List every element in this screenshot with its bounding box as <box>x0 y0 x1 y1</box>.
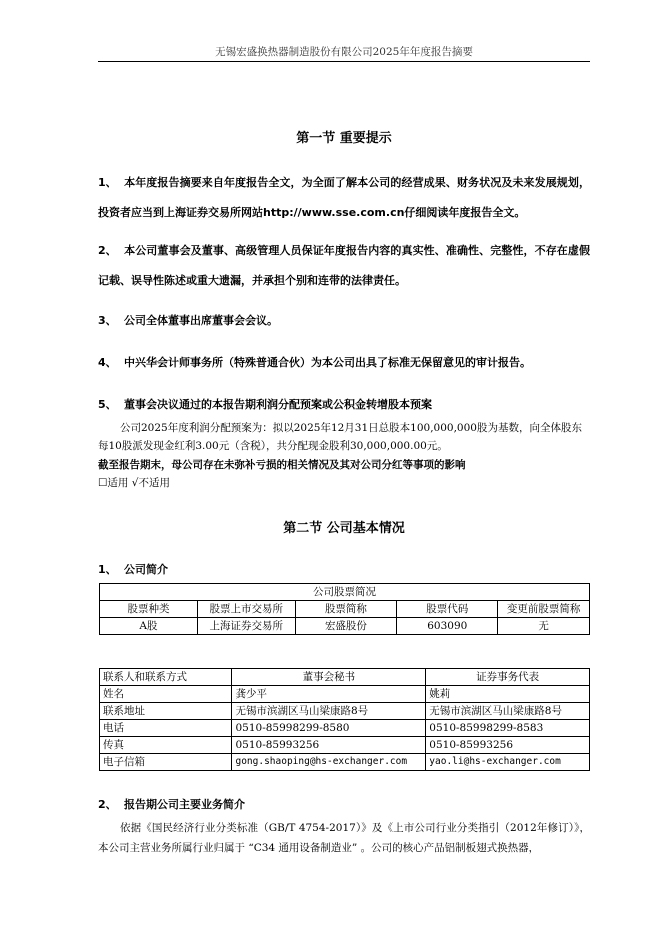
notice-item-3-text: 公司全体董事出席董事会会议。 <box>124 314 278 327</box>
stock-header-cell: 股票上市交易所 <box>197 601 295 618</box>
notice-item-2-num: 2、 <box>98 244 117 257</box>
contact-info-table <box>99 668 590 771</box>
page-header: 无锡宏盛换热器制造股份有限公司2025年年度报告摘要 <box>215 46 473 58</box>
dividend-plan-text: 公司2025年度利润分配预案为：拟以2025年12月31日总股本100,000,000股为基数，向全体股东每10股派发现金红利3.00元（含税），共分配现金股利30,000,000.00元。 <box>98 422 582 452</box>
table-row <box>100 686 590 703</box>
stock-cell: 603090 <box>397 618 498 635</box>
stock-cell: 宏盛股份 <box>295 618 397 635</box>
applicable-checkbox-line: ☐适用 √不适用 <box>98 477 170 489</box>
contact-label: 电话 <box>100 720 232 737</box>
stock-header-cell: 股票简称 <box>295 601 397 618</box>
section-1-title: 第一节 重要提示 <box>296 131 392 146</box>
contact-label: 联系地址 <box>100 703 232 720</box>
business-intro-label: 报告期公司主要业务简介 <box>124 798 245 811</box>
header-rule <box>98 61 590 62</box>
contact-label: 姓名 <box>100 686 232 703</box>
company-profile-heading <box>98 555 590 585</box>
notice-item-4 <box>98 348 590 378</box>
contact-cell: 0510-85998299-8580 <box>232 720 426 737</box>
notice-item-1-num: 1、 <box>98 176 117 189</box>
table-row <box>100 720 590 737</box>
contact-cell: 0510-85993256 <box>232 737 426 754</box>
business-intro-num: 2、 <box>98 798 117 811</box>
notice-item-2 <box>98 236 590 296</box>
contact-label: 传真 <box>100 737 232 754</box>
contact-cell: 无锡市滨湖区马山梁康路8号 <box>232 703 426 720</box>
notice-item-3-num: 3、 <box>98 314 117 327</box>
notice-item-5-text: 董事会决议通过的本报告期利润分配预案或公积金转增股本预案 <box>124 398 432 411</box>
notice-item-5 <box>98 390 590 420</box>
table-row <box>100 754 590 771</box>
stock-cell: 无 <box>498 618 590 635</box>
notice-item-4-num: 4、 <box>98 356 117 369</box>
notice-item-4-text: 中兴华会计师事务所（特殊普通合伙）为本公司出具了标准无保留意见的审计报告。 <box>124 356 531 369</box>
table-row <box>100 737 590 754</box>
contact-label: 电子信箱 <box>100 754 232 771</box>
stock-header-cell: 股票代码 <box>397 601 498 618</box>
contact-cell: 姚莉 <box>426 686 590 703</box>
company-profile-label: 公司简介 <box>124 563 168 576</box>
contact-header-cell: 联系人和联系方式 <box>100 669 232 686</box>
stock-header-cell: 变更前股票简称 <box>498 601 590 618</box>
contact-cell: 0510-85993256 <box>426 737 590 754</box>
contact-cell: 无锡市滨湖区马山梁康路8号 <box>426 703 590 720</box>
stock-header-cell: 股票种类 <box>100 601 198 618</box>
table-row <box>100 703 590 720</box>
stock-cell: 上海证券交易所 <box>197 618 295 635</box>
contact-header-cell: 董事会秘书 <box>232 669 426 686</box>
section-2-title: 第二节 公司基本情况 <box>283 521 405 536</box>
business-intro-text: 依据《国民经济行业分类标准（GB/T 4754-2017）》及《上市公司行业分类指引（2012年修订）》，本公司主营业务所属行业归属于 “C34 通用设备制造业” 。公司的核心产品铝制板翅式换热器， <box>98 822 590 854</box>
notice-item-5-num: 5、 <box>98 398 117 411</box>
loss-heading: 截至报告期末，母公司存在未弥补亏损的相关情况及其对公司分红等事项的影响 <box>98 459 466 471</box>
business-intro-heading <box>98 790 590 820</box>
notice-item-3 <box>98 306 590 336</box>
notice-item-2-text: 本公司董事会及董事、高级管理人员保证年度报告内容的真实性、准确性、完整性，不存在虚假记载、误导性陈述或重大遗漏，并承担个别和连带的法律责任。 <box>98 244 590 287</box>
contact-header-cell: 证券事务代表 <box>426 669 590 686</box>
company-profile-num: 1、 <box>98 563 117 576</box>
stock-cell: A股 <box>100 618 198 635</box>
contact-cell: 龚少平 <box>232 686 426 703</box>
contact-cell: 0510-85998299-8583 <box>426 720 590 737</box>
contact-email-link[interactable]: gong.shaoping@hs-exchanger.com <box>232 754 426 771</box>
stock-table-caption: 公司股票简况 <box>100 584 590 601</box>
stock-info-table <box>99 583 590 635</box>
notice-item-1-text: 本年度报告摘要来自年度报告全文，为全面了解本公司的经营成果、财务状况及未来发展规划，投资者应当到上海证券交易所网站http://www.sse.com.cn仔细阅读年度报告全文。 <box>98 176 590 219</box>
contact-email-link[interactable]: yao.li@hs-exchanger.com <box>426 754 590 771</box>
notice-item-1 <box>98 168 590 228</box>
